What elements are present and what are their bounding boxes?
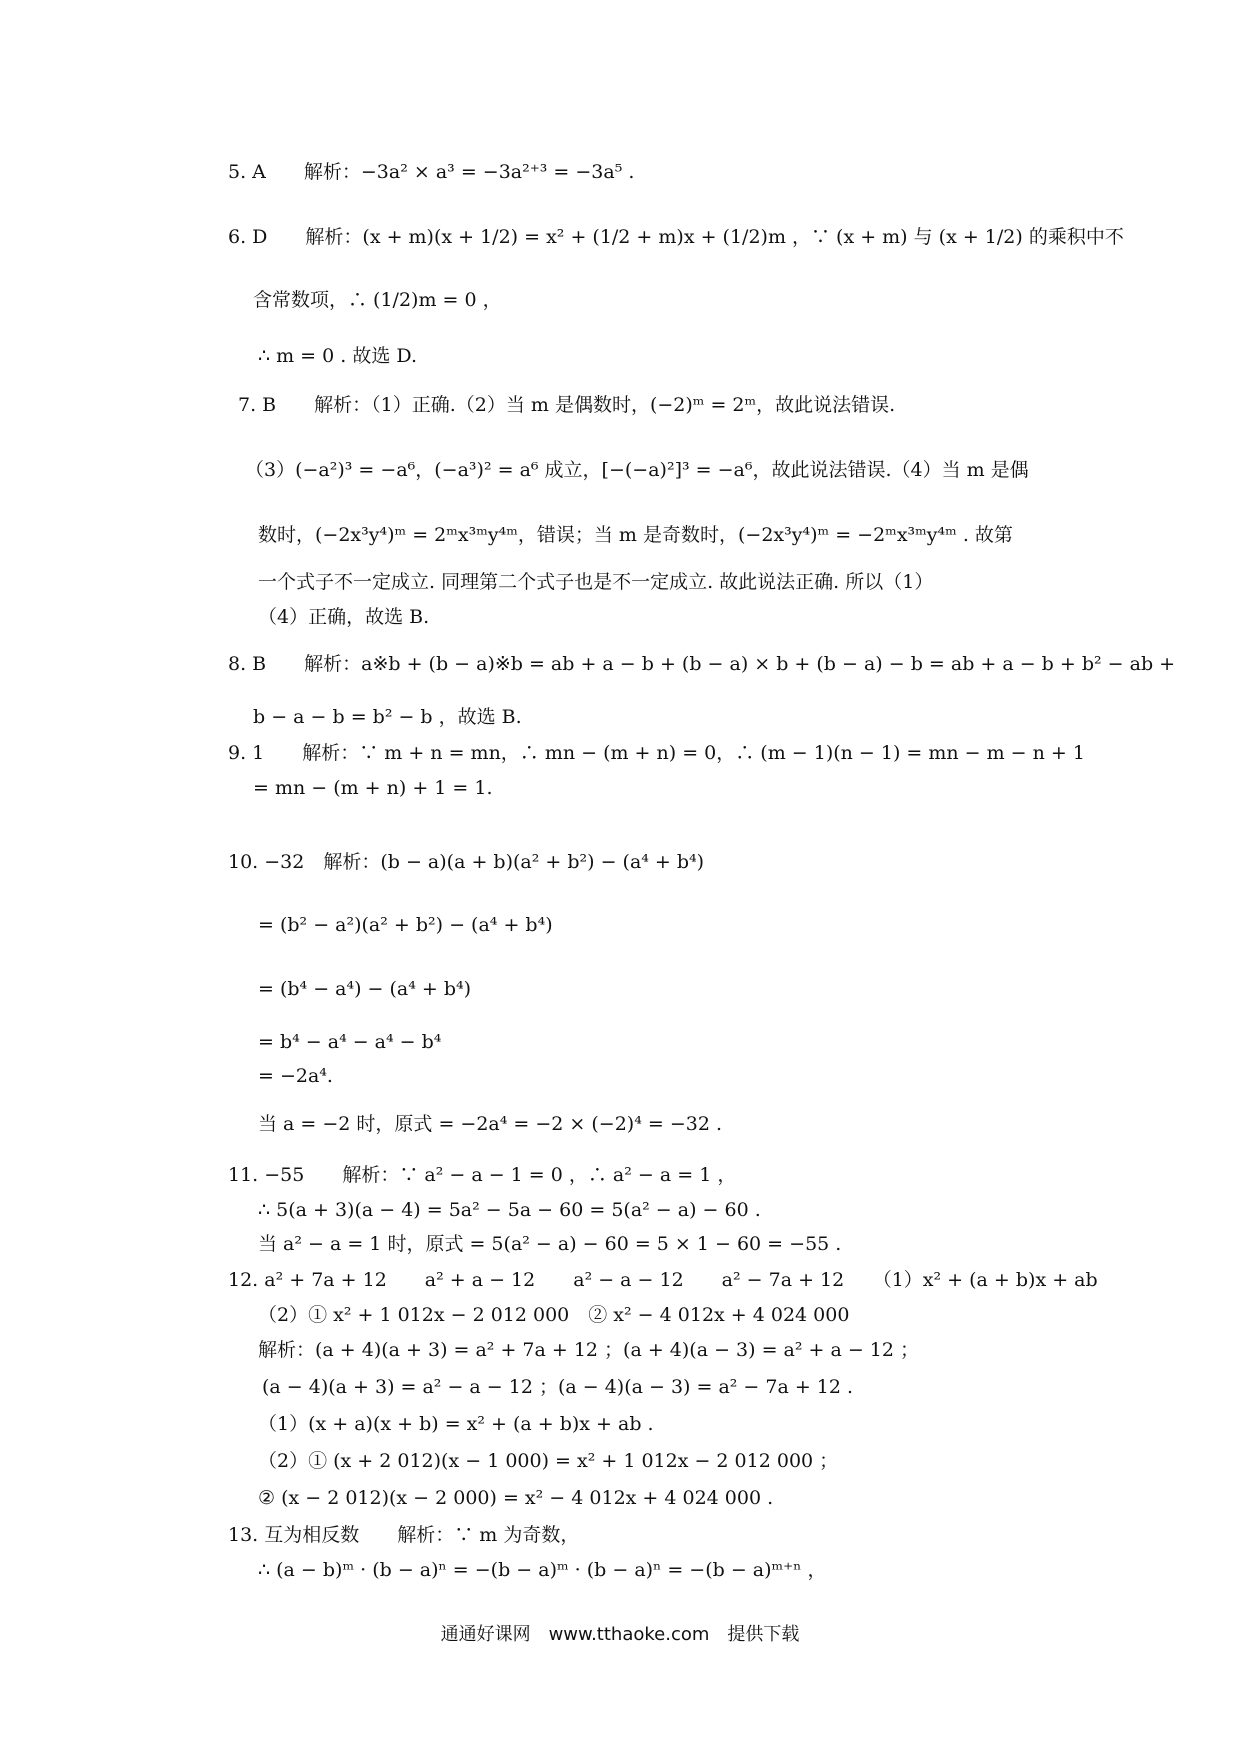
answer-11-line-3: 当 a² − a = 1 时，原式 = 5(a² − a) − 60 = 5 × 1 − 60 = −55 .: [258, 1233, 842, 1255]
answer-7-line-1: 7. B 解析：（1）正确.（2）当 m 是偶数时，(−2)ᵐ = 2ᵐ，故此说法错误.: [238, 394, 896, 416]
answer-13-line-1: 13. 互为相反数 解析：∵ m 为奇数，: [228, 1524, 580, 1546]
answer-13-line-2: ∴ (a − b)ᵐ · (b − a)ⁿ = −(b − a)ᵐ · (b − a)ⁿ = −(b − a)ᵐ⁺ⁿ ，: [258, 1559, 827, 1581]
answer-10-line-6: 当 a = −2 时，原式 = −2a⁴ = −2 × (−2)⁴ = −32 .: [258, 1113, 722, 1135]
answer-5: 5. A 解析：−3a² × a³ = −3a²⁺³ = −3a⁵ .: [228, 161, 635, 183]
answer-7-line-5: （4）正确，故选 B.: [258, 606, 430, 628]
answer-12-line-7: ② (x − 2 012)(x − 2 000) = x² − 4 012x + 4 024 000 .: [258, 1487, 774, 1509]
answer-10-line-3: = (b⁴ − a⁴) − (a⁴ + b⁴): [258, 978, 472, 1000]
answer-9-line-2: = mn − (m + n) + 1 = 1.: [253, 777, 493, 799]
answer-8-line-2: b − a − b = b² − b ，故选 B.: [253, 706, 522, 728]
answer-12-line-2: （2）① x² + 1 012x − 2 012 000 ② x² − 4 012x + 4 024 000: [258, 1304, 850, 1326]
answer-12-line-1: 12. a² + 7a + 12 a² + a − 12 a² − a − 12 a² − 7a + 12 （1）x² + (a + b)x + ab: [228, 1269, 1098, 1291]
answer-6-line-1: 6. D 解析：(x + m)(x + 1/2) = x² + (1/2 + m)x + (1/2)m ，∵ (x + m) 与 (x + 1/2) 的乘积中不: [228, 226, 1124, 248]
answer-11-line-1: 11. −55 解析：∵ a² − a − 1 = 0 ，∴ a² − a = 1 ，: [228, 1164, 737, 1186]
answer-10-line-4: = b⁴ − a⁴ − a⁴ − b⁴: [258, 1031, 442, 1053]
answer-7-line-3: 数时，(−2x³y⁴)ᵐ = 2ᵐx³ᵐy⁴ᵐ，错误；当 m 是奇数时，(−2x³y⁴)ᵐ = −2ᵐx³ᵐy⁴ᵐ . 故第: [258, 524, 1013, 546]
answer-7-line-2: （3）(−a²)³ = −a⁶，(−a³)² = a⁶ 成立，[−(−a)²]³ = −a⁶，故此说法错误.（4）当 m 是偶: [245, 459, 1029, 481]
answer-11-line-2: ∴ 5(a + 3)(a − 4) = 5a² − 5a − 60 = 5(a² − a) − 60 .: [258, 1199, 761, 1221]
answer-10-line-1: 10. −32 解析：(b − a)(a + b)(a² + b²) − (a⁴ + b⁴): [228, 851, 705, 873]
answer-12-line-3: 解析：(a + 4)(a + 3) = a² + 7a + 12 ；(a + 4)(a − 3) = a² + a − 12 ；: [258, 1339, 920, 1361]
answer-7-line-4: 一个式子不一定成立. 同理第二个式子也是不一定成立. 故此说法正确. 所以（1）: [258, 571, 934, 593]
answer-12-line-6: （2）① (x + 2 012)(x − 1 000) = x² + 1 012x − 2 012 000 ；: [258, 1450, 839, 1472]
answer-8-line-1: 8. B 解析：a※b + (b − a)※b = ab + a − b + (b − a) × b + (b − a) − b = ab + a − b + b² − ab +: [228, 653, 1176, 675]
page-footer: 通通好课网 www.tthaoke.com 提供下载: [440, 1624, 800, 1645]
answer-12-line-5: （1）(x + a)(x + b) = x² + (a + b)x + ab .: [258, 1413, 654, 1435]
answer-10-line-5: = −2a⁴.: [258, 1065, 333, 1087]
answer-6-line-2: 含常数项，∴ (1/2)m = 0 ，: [253, 289, 502, 311]
answer-6-line-3: ∴ m = 0 . 故选 D.: [258, 345, 417, 367]
answer-10-line-2: = (b² − a²)(a² + b²) − (a⁴ + b⁴): [258, 914, 553, 936]
answer-9-line-1: 9. 1 解析：∵ m + n = mn，∴ mn − (m + n) = 0，∴ (m − 1)(n − 1) = mn − m − n + 1: [228, 742, 1085, 764]
answer-12-line-4: (a − 4)(a + 3) = a² − a − 12 ；(a − 4)(a − 3) = a² − 7a + 12 .: [262, 1376, 854, 1398]
